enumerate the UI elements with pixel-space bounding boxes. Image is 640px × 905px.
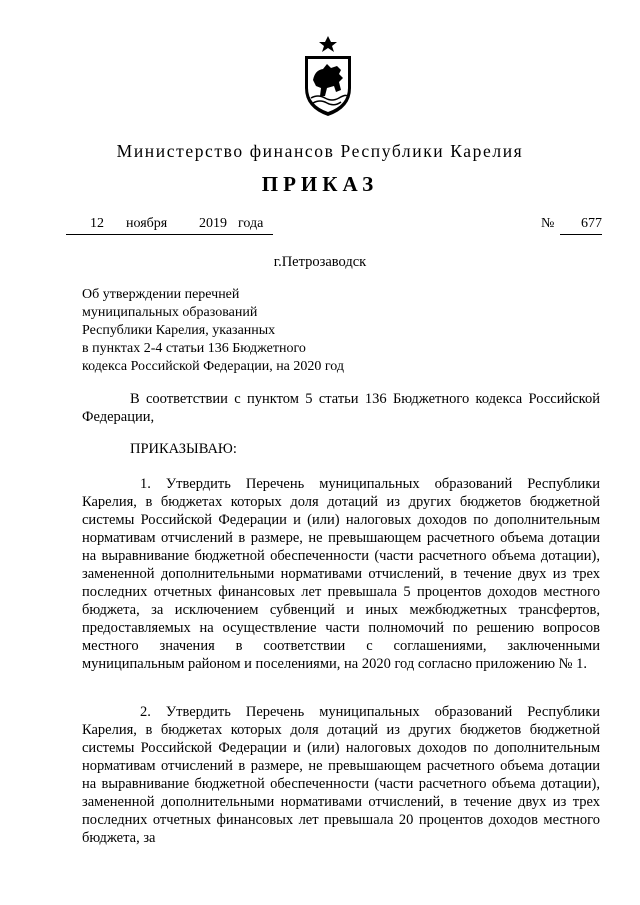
number-sign: № bbox=[541, 216, 555, 231]
subject-line: Республики Карелия, указанных bbox=[82, 323, 276, 338]
karelia-coat-of-arms-icon bbox=[301, 36, 355, 118]
order-date bbox=[66, 216, 273, 235]
date-day: 12 bbox=[90, 216, 104, 231]
orders-word: ПРИКАЗЫВАЮ: bbox=[130, 441, 237, 457]
subject-line: муниципальных образований bbox=[82, 305, 258, 320]
subject-line: Об утверждении перечней bbox=[82, 287, 240, 302]
order-item-1: 1. Утвердить Перечень муниципальных образований Республики Карелия, в бюджетах которых доля дотаций из других бюджетов бюджетной системы Российской Федерации и (или) налоговых доходов по дополнительным нормативам отчислений в размере, не превышающем расчетного объема дотации на выравнивание бюджетной обеспеченности (части расчетного объема дотации), замененной дополнительными нормативами отчислений, в течение двух из трех последних отчетных финансовых лет превышала 5 процентов доходов местного бюджета, за исключением субвенций и иных межбюджетных трансфертов, предоставляемых на осуществление части полномочий по решению вопросов местного значения в соответствии с соглашениями, заключенными муниципальным районом и поселениями, на 2020 год согласно приложению № 1. bbox=[82, 476, 600, 672]
subject-line: кодекса Российской Федерации, на 2020 год bbox=[82, 359, 345, 374]
date-year-word: года bbox=[238, 216, 264, 231]
document-type-title: ПРИКАЗ bbox=[261, 172, 379, 196]
order-item-2: 2. Утвердить Перечень муниципальных образований Республики Карелия, в бюджетах которых доля дотаций из других бюджетов бюджетной системы Российской Федерации и (или) налоговых доходов по дополнительным нормативам отчислений в размере, не превышающем расчетного объема дотации на выравнивание бюджетной обеспеченности (части расчетного объема дотации), замененной дополнительными нормативами отчислений, в течение двух из трех последних отчетных финансовых лет превышала 20 процентов доходов местного бюджета, за bbox=[82, 704, 600, 846]
order-number: 677 bbox=[560, 216, 602, 235]
city-name: г.Петрозаводск bbox=[273, 254, 367, 270]
preamble-paragraph: В соответствии с пунктом 5 статьи 136 Бюджетного кодекса Российской Федерации, bbox=[82, 391, 600, 425]
ministry-name: Министерство финансов Республики Карелия bbox=[116, 141, 524, 161]
order-subject bbox=[82, 286, 422, 376]
date-month: ноября bbox=[126, 216, 168, 231]
date-year: 2019 bbox=[199, 216, 227, 231]
subject-line: в пунктах 2-4 статьи 136 Бюджетного bbox=[82, 341, 306, 356]
